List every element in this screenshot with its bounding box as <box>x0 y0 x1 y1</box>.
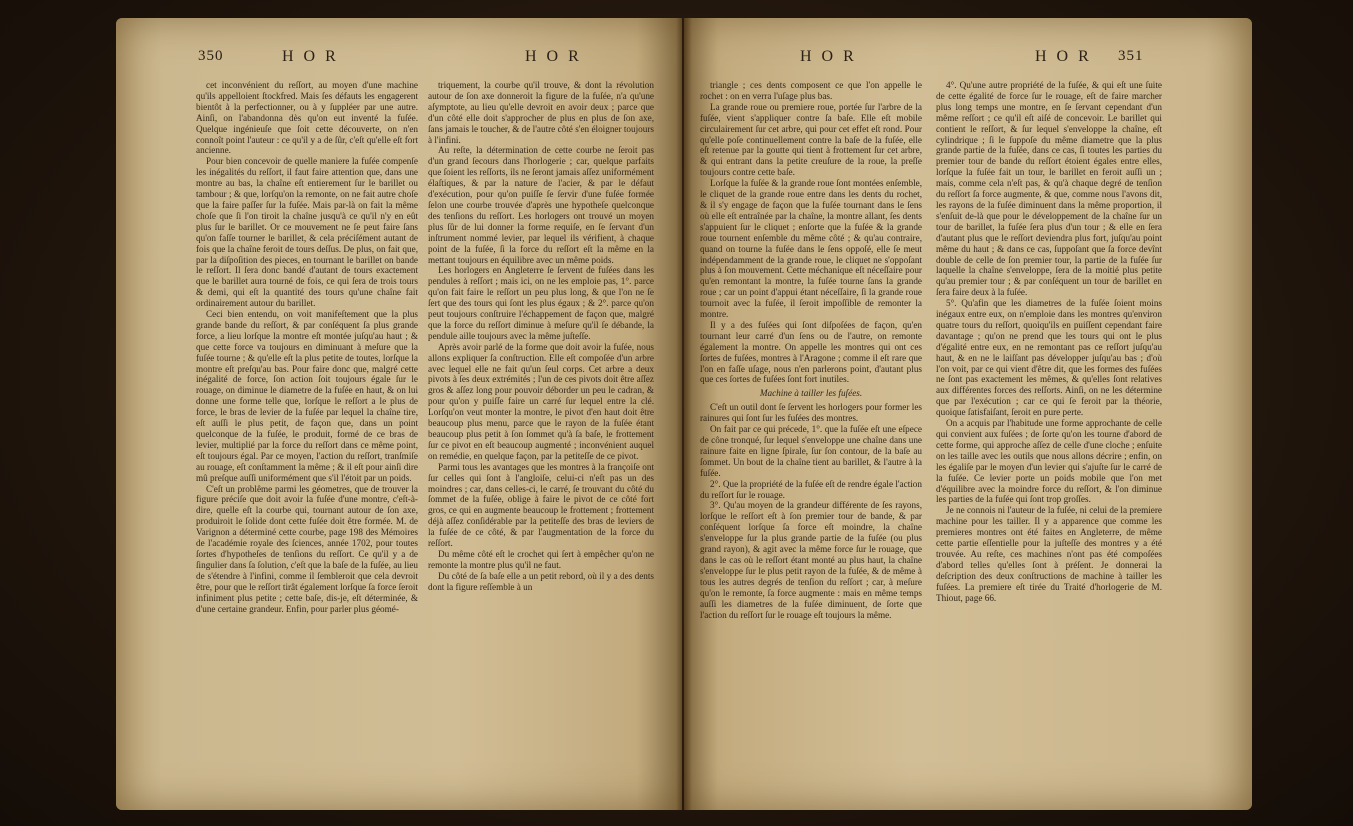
paragraph: cet inconvénient du reſſort, au moyen d'une machine qu'ils appelloient ſtockfred. Mais ſes défauts les engagerent bientôt à la perfectionner, ou à y ſuppléer par une autre. Ainſi, on l'abandonna dès qu'on eut inventé la fuſée. Quelque ingénieuſe que ſoit cette découverte, on n'en connoît point l'auteur : ce qu'il y a de ſûr, c'eſt qu'elle eſt fort ancienne. <box>196 80 418 156</box>
right-column-2 <box>936 80 1162 770</box>
paragraph: Il y a des fuſées qui ſont diſpoſées de façon, qu'en tournant leur carré d'un ſens ou de l'autre, on remonte également la montre. On appelle les montres qui ont ces ſortes de fuſées, montres à l'Aragone ; comme il eſt rare que l'on en faſſe uſage, nous n'en parlerons point, d'autant plus que ces ſortes de fuſées ſont fort inutiles. <box>700 319 922 385</box>
paragraph: Du côté de ſa baſe elle a un petit rebord, où il y a des dents dont la figure reſſemble à un <box>428 570 654 592</box>
right-header-left: H O R <box>800 48 857 65</box>
left-header-right: H O R <box>525 48 582 65</box>
paragraph: triquement, la courbe qu'il trouve, & dont la révolution autour de ſon axe donneroit la figure de la fuſée, n'a qu'une aſymptote, au lieu qu'elle devroit en avoir deux ; parce que d'un côté elle doit s'approcher de plus en plus de ſon axe, ſans jamais le toucher, & de l'autre côté s'en éloigner toujours à l'infini. <box>428 80 654 145</box>
paragraph: Après avoir parlé de la forme que doit avoir la fuſée, nous allons expliquer ſa conſtruction. Elle eſt compoſée d'un arbre avec lequel elle ne fait qu'un ſeul corps. Cet arbre a deux pivots à ſes deux extrémités ; l'un de ces pivots doit être aſſez gros & aſſez long pour pouvoir déborder un peu le cadran, & pour qu'on y puiſſe faire un carré ſur lequel entre la clé. Lorſqu'on veut monter la montre, le pivot d'en haut doit être beaucoup plus menu, parce que le rayon de la fuſée étant beaucoup plus petit à ſon ſommet qu'à ſa baſe, le frottement ſur ce pivot en eſt beaucoup augmenté ; inconvénient auquel on remédie, en quelque façon, par la petiteſſe de ce pivot. <box>428 341 654 461</box>
right-page-number: 351 <box>1118 48 1144 64</box>
paragraph: Je ne connois ni l'auteur de la fuſée, ni celui de la premiere machine pour les tailler. Il y a apparence que comme les premieres montres ont été faites en Angleterre, de même cette partie eſſentielle pour la juſteſſe des montres y a été trouvée. Au reſte, ces machines n'ont pas été compoſées d'abord telles qu'elles ſont à préſent. Je donnerai la deſcription des deux conſtructions de machine à tailler les fuſées. La premiere eſt tirée du Traité d'horlogerie de M. Thiout, page 66. <box>936 505 1162 603</box>
paragraph: C'eſt un problême parmi les géometres, que de trouver la figure préciſe que doit avoir la fuſée d'une montre, c'eſt-à-dire, quelle eſt la courbe qui, tournant autour de ſon axe, produiroit le ſolide dont cette fuſée doit être formée. M. de Varignon a déterminé cette courbe, page 198 des Mémoires de l'académie royale des ſciences, année 1702, pour toutes ſortes d'hypotheſes de tenſions du reſſort. Ce qu'il y a de ſingulier dans ſa ſolution, c'eſt que la baſe de la fuſée, au lieu de s'étendre à l'infini, comme il ſembleroit que cela devroit être, pour que le reſſort tirât également lorſque ſa force ſeroit infiniment plus petite ; cette baſe, dis-je, eſt déterminée, & d'une certaine grandeur. Enfin, pour parler plus géomé- <box>196 483 418 614</box>
right-header-right: H O R <box>1035 48 1092 65</box>
paragraph: Pour bien concevoir de quelle maniere la fuſée compenſe les inégalités du reſſort, il faut faire attention que, dans une montre au bas, la chaîne eſt entierement ſur le barillet ou tambour ; & que, lorſqu'on la remonte, on ne fait autre choſe que la faire paſſer ſur la fuſée. Mais par-là on fait la même choſe que ſi l'on tiroit la chaîne jusqu'à ce qu'il n'y en eût plus ſur le barillet. Or ce mouvement ne ſe peut faire ſans qu'on faſſe tourner le barillet, & cela préciſément autant de fois que la chaîne feroit de tours deſſus. De plus, on fait que, par la diſpoſition des pieces, en tournant le barillet on bande le reſſort. Il ſera donc bandé d'autant de tours exactement que le barillet aura tourné de fois, ce qui ſera de trois tours & demi, qui eſt la quantité des tours qu'une chaîne fait ordinairement autour du barillet. <box>196 156 418 309</box>
section-title: Machine à tailler les fuſées. <box>759 388 863 399</box>
paragraph: triangle ; ces dents composent ce que l'on appelle le rochet : on en verra l'uſage plus bas. <box>700 80 922 101</box>
paragraph: 2°. Que la propriété de la fuſée eſt de rendre égale l'action du reſſort ſur le rouage. <box>700 478 922 500</box>
paragraph: On fait par ce qui précede, 1°. que la fuſée eſt une eſpece de cône tronqué, ſur lequel s'enveloppe une chaîne dans une rainure faite en ligne ſpirale, ſur ſon contour, de la baſe au ſommet. Un bout de la chaîne tient au barillet, & l'autre à la fuſée. <box>700 424 922 478</box>
paragraph: Ceci bien entendu, on voit manifeſtement que la plus grande bande du reſſort, & par conſéquent ſa plus grande force, a lieu lorſque la montre eſt montée juſqu'au haut ; & que cette force va toujours en diminuant à meſure que la fuſée tourne ; & qu'elle eſt la plus petite de toutes, lorſque la montre eſt preſqu'au bas. Pour faire donc que, malgré cette inégalité de force, ſon action ſoit toujours égale ſur le rouage, on diminue le diametre de la fuſée en haut, & on lui donne une forme telle que, lorſque le reſſort a le plus de force, le bras de levier de la fuſée par lequel la chaîne tire, eſt auſſi le plus petit, de façon que, dans un point quelconque de la fuſée, le produit, formé de ce bras de levier, multiplié par la force du reſſort dans ce même point, eſt toujours égal. Par ce moyen, l'action du reſſort, tranſmiſe au rouage, eſt conſtamment la même ; & il eſt pour ainſi dire mû preſque auſſi uniformément que s'il l'étoit par un poids. <box>196 309 418 483</box>
left-column-2 <box>428 80 654 770</box>
paragraph: Du même côté eſt le crochet qui ſert à empêcher qu'on ne remonte la montre plus qu'il ne faut. <box>428 548 654 570</box>
right-column-1 <box>700 80 922 770</box>
paragraph: 4°. Qu'une autre propriété de la fuſée, & qui eſt une ſuite de cette égalité de force ſur le rouage, eſt de faire marcher plus long temps une montre, en ſe ſervant cependant d'un même reſſort ; ce qu'il eſt aiſé de concevoir. Le barillet qui contient le reſſort, & ſur lequel s'enveloppe la chaîne, eſt cylindrique ; ſi le ſuppoſe du même diametre que la plus grande partie de la fuſée, dans ce cas, ſi toutes les parties du premier tour de bande du reſſort étoient égales entre elles, lorſque la fuſée fait un tour, le barillet en feroit auſſi un ; mais, comme cela n'eſt pas, & qu'à chaque degré de tenſion du reſſort ſa force augmente, & que, comme nous l'avons dit, les rayons de la fuſée diminuent dans la même proportion, il s'enſuit de-là que pour le développement de la chaîne ſur un tour de barillet, la fuſée ſera plus d'un tour ; & elle en ſera d'autant plus que le reſſort deviendra plus fort, juſqu'au point même du haut ; & dans ce cas, ſuppoſant que ſa force devînt double de celle de ſon premier tour, la partie de la fuſée ſur laquelle la chaîne s'enveloppe, ſera de la moitié plus petite qu'au premier tour ; & par conſéquent un tour de barillet en ſera faire deux à la fuſée. <box>936 80 1162 298</box>
left-column-1 <box>196 80 418 770</box>
paragraph: Les horlogers en Angleterre ſe ſervent de fuſées dans les pendules à reſſort ; mais ici, on ne les emploie pas, 1°. parce qu'on fait faire le reſſort un peu plus long, & que l'on ne ſe ſert que des tours qui ſont les plus égaux ; & 2°. parce qu'on peut toujours conſtruire l'échappement de façon que, malgré que la force du reſſort diminue à meſure qu'il ſe débande, la pendule aille toujours avec la même juſteſſe. <box>428 265 654 341</box>
left-header-left: H O R <box>282 48 339 65</box>
paragraph: C'eſt un outil dont ſe ſervent les horlogers pour former les rainures qui ſont ſur les fuſées des montres. <box>700 402 922 424</box>
paragraph: 5°. Qu'afin que les diametres de la fuſée ſoient moins inégaux entre eux, on n'emploie dans les montres qu'environ quatre tours du reſſort, quoiqu'ils en puiſſent cependant faire davantage ; qu'on ne prend que les tours qui ont le plus d'égalité entre eux, en ne remontant pas ce reſſort juſqu'au haut, & en ne le laiſſant pas développer juſqu'au bas ; d'où l'on voit, par ce qui vient d'être dit, que les formes des fuſées ne ſont pas exactement les mêmes, & qu'elles ſont relatives aux différentes forces des reſſorts. Ainſi, on ne les détermine que par l'exécution ; car ce qui ſe feroit par la théorie, quoique ſatisfaiſant, ſeroit en pure perte. <box>936 298 1162 418</box>
paragraph: La grande roue ou premiere roue, portée ſur l'arbre de la fuſée, vient s'appliquer contre ſa baſe. Elle eſt mobile circulairement ſur cet arbre, qui pour cet effet eſt rond. Pour qu'elle poſe continuellement contre la baſe de la fuſée, elle eſt retenue par la goutte qui tient à frottement ſur cet arbre, & qui entrant dans la petite creuſure de la roue, la preſſe toujours contre cette baſe. <box>700 101 922 178</box>
paragraph: Parmi tous les avantages que les montres à la françoiſe ont ſur celles qui ſont à l'angloiſe, celui-ci n'eſt pas un des moindres ; car, dans celles-ci, le carré, ſe trouvant du côté du ſommet de la fuſée, oblige à faire le pivot de ce côté fort gros, ce qui en augmente beaucoup le frottement ; frottement déjà aſſez conſidérable par la petiteſſe des bras de leviers de la fuſée de ce côté, & par l'augmentation de la force du reſſort. <box>428 461 654 549</box>
paragraph: Au reſte, la détermination de cette courbe ne ſeroit pas d'un grand ſecours dans l'horlogerie ; car, quelque parfaits que ſoient les reſſorts, ils ne ſeront jamais aſſez uniformément élaſtiques, & par la nature de l'acier, & par le défaut d'exécution, pour qu'on puiſſe ſe ſervir d'une fuſée formée ſelon une courbe trouvée d'après une hypotheſe quelconque des tenſions du reſſort. Les horlogers ont trouvé un moyen plus ſûr de lui donner la forme requiſe, en ſe ſervant d'un inſtrument nommé levier, par lequel ils vérifient, à chaque point de la fuſée, ſi la force du reſſort eſt la même en la mettant toujours en équilibre avec un même poids. <box>428 145 654 265</box>
paragraph: Lorſque la fuſée & la grande roue ſont montées enſemble, le cliquet de la grande roue entre dans les dents du rochet, & il s'y engage de façon que la fuſée tournant dans le ſens où elle eſt entraînée par la chaîne, la montre allant, ſes dents s'appuient ſur le cliquet ; enſorte que la fuſée & la grande roue tournent enſemble du même côté ; & qu'au contraire, quand on tourne la fuſée dans le ſens oppoſé, elle ſe meut indépendamment de la grande roue, le cliquet ne s'oppoſant plus à ſon mouvement. Cette méchanique eſt néceſſaire pour qu'en remontant la montre, la fuſée tourne ſans la grande roue ; car un point d'appui étant néceſſaire, ſi la grande roue tournoit avec la fuſée, il ſeroit impoſſible de remonter la montre. <box>700 178 922 320</box>
left-page-number: 350 <box>198 48 224 64</box>
paragraph: On a acquis par l'habitude une forme approchante de celle qui convient aux fuſées ; de ſorte qu'on les tourne d'abord de cette forme, qui approche aſſez de celle d'une cloche ; enſuite on les taille avec les outils que nous allons décrire ; enfin, on les égaliſe par le moyen d'un levier qui s'ajuſte ſur le carré de la fuſée. Ce levier porte un poids mobile que l'on met d'équilibre avec la moindre force du reſſort, & l'on diminue les parties de la fuſée qui ſont trop groſſes. <box>936 418 1162 505</box>
paragraph: 3°. Qu'au moyen de la grandeur différente de ſes rayons, lorſque le reſſort eſt à ſon premier tour de bande, & par conſéquent lorſque ſa force eſt moindre, la chaîne s'enveloppe ſur la plus grande partie de la fuſée (ou plus grand rayon), & agit avec la même force ſur le rouage, que dans le cas où le reſſort étant monté au plus haut, la chaîne s'enveloppe ſur le plus petit rayon de la fuſée, & de même à tous les autres degrés de tenſion du reſſort ; car, à meſure qu'on le remonte, ſa force augmente : mais en même temps auſſi les diametres de la fuſée diminuent, de ſorte que l'action du reſſort ſur le rouage eſt toujours la même. <box>700 500 922 620</box>
book-gutter <box>676 18 692 810</box>
